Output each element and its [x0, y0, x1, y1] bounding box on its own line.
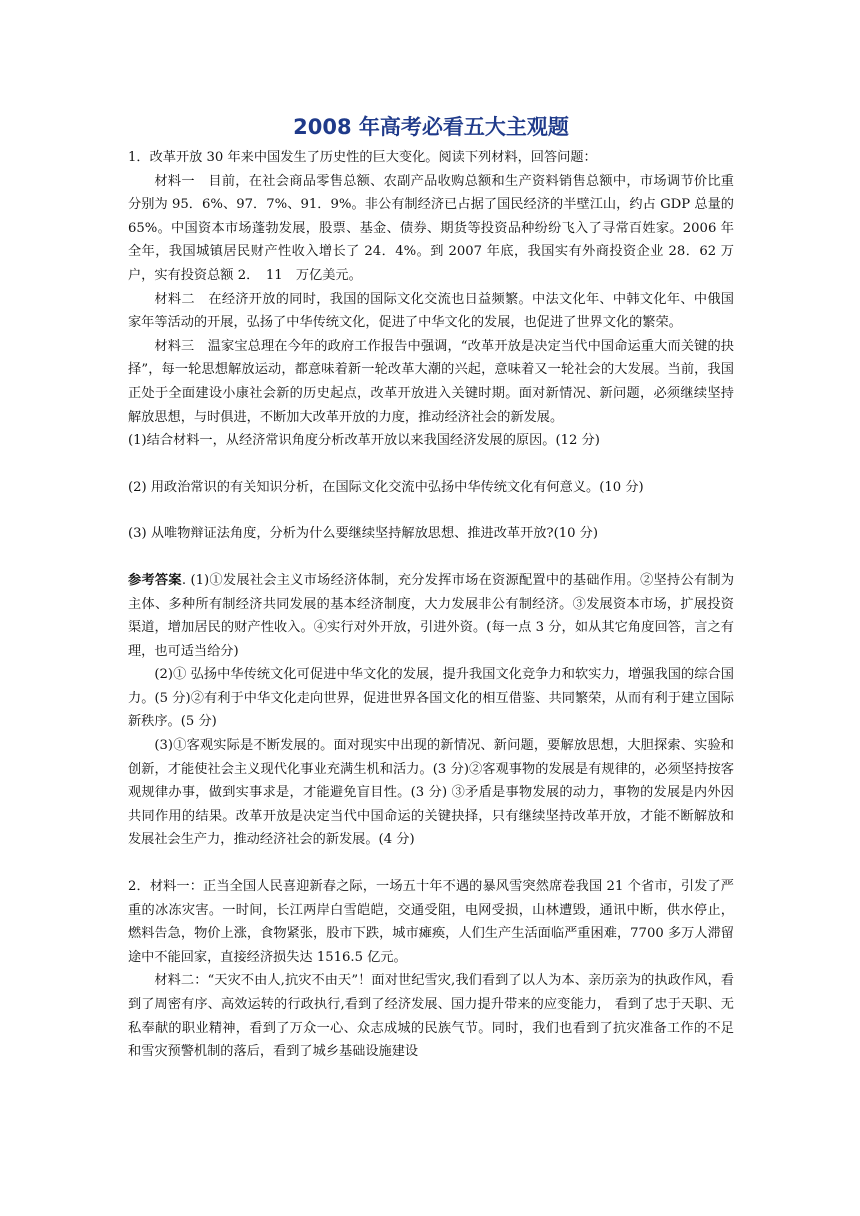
- document-page: [128, 112, 734, 1064]
- q2-material1: 2．材料一：正当全国人民喜迎新春之际，一场五十年不遇的暴风雪突然席卷我国 21 个省市，引发了严重的冰冻灾害。一时间，长江两岸白雪皑皑，交通受阻，电网受损，山林遭毁，通讯中断，供水停止，燃料告急，物价上涨，食物紧张，股市下跌，城市瘫痪，人们生产生活面临严重困难，7700 多万人滞留途中不能回家，直接经济损失达 1516.5 亿元。: [128, 879, 734, 965]
- q1-sub-question-1: (1)结合材料一，从经济常识角度分析改革开放以来我国经济发展的原因。(12 分): [128, 433, 600, 449]
- answer-part-3: (3)①客观实际是不断发展的。面对现实中出现的新情况、新问题，要解放思想，大胆探索、实验和创新，才能使社会主义现代化事业充满生机和活力。(3 分)②客观事物的发展是有规律的，必须坚持按客观规律办事，做到实事求是，才能避免盲目性。(3 分) ③矛盾是事物发展的动力，事物的发展是内外因共同作用的结果。改革开放是决定当代中国命运的关键抉择，只有继续坚持改革开放，才能不断解放和发展社会生产力，推动经济社会的新发展。(4 分): [128, 738, 734, 848]
- answer-1-text: . (1)①发展社会主义市场经济体制，充分发挥市场在资源配置中的基础作用。②坚持公有制为主体、多种所有制经济共同发展的基本经济制度，大力发展非公有制经济。③发展资本市场，扩展投资渠道，增加居民的财产性收入。④实行对外开放，引进外资。(每一点 3 分，如从其它角度回答，言之有理，也可适当给分): [128, 572, 735, 659]
- answer-label: 参考答案: [128, 572, 182, 588]
- spacer: [128, 453, 734, 476]
- answer-part-2: (2)① 弘扬中华传统文化可促进中华文化的发展，提升我国文化竞争力和软实力，增强我国的综合国力。(5 分)②有利于中华文化走向世界，促进世界各国文化的相互借鉴、共同繁荣，从而有利于建立国际新秩序。(5 分): [128, 667, 734, 730]
- q1-sub-question-2: (2) 用政治常识的有关知识分析，在国际文化交流中弘扬中华传统文化有何意义。(10 分): [128, 479, 644, 495]
- q1-material1: 材料一 目前，在社会商品零售总额、农副产品收购总额和生产资料销售总额中，市场调节价比重分别为 95．6%、97．7%、91．9%。非公有制经济已占据了国民经济的半壁江山，约占 GDP 总量的 65%。中国资本市场蓬勃发展，股票、基金、债券、期货等投资品种纷纷飞入了寻常百姓家。2006 年全年，我国城镇居民财产性收入增长了 24．4%。到 2007 年底，我国实有外商投资企业 28．62 万户，实有投资总额 2． 11 万亿美元。: [128, 173, 734, 283]
- spacer: [128, 852, 734, 875]
- spacer: [128, 499, 734, 522]
- q1-intro: 1．改革开放 30 年来中国发生了历史性的巨大变化。阅读下列材料，回答问题：: [128, 150, 597, 165]
- q1-sub-question-3: (3) 从唯物辩证法角度，分析为什么要继续坚持解放思想、推进改革开放?(10 分): [128, 526, 599, 542]
- q2-material2: 材料二：“天灾不由人,抗灾不由天”！面对世纪雪灾,我们看到了以人为本、亲历亲为的执政作风，看到了周密有序、高效运转的行政执行,看到了经济发展、国力提升带来的应变能力， 看到了忠于天职、无私奉献的职业精神，看到了万众一心、众志成城的民族气节。同时，我们也看到了抗灾准备工作的不足和雪灾预警机制的落后，看到了城乡基础设施建设: [128, 973, 734, 1060]
- document-title: 2008 年高考必看五大主观题: [293, 115, 569, 139]
- spacer: [128, 546, 734, 569]
- q1-material2: 材料二 在经济开放的同时，我国的国际文化交流也日益频繁。中法文化年、中韩文化年、中俄国家年等活动的开展，弘扬了中华传统文化，促进了中华文化的发展，也促进了世界文化的繁荣。: [128, 291, 734, 331]
- q1-material3: 材料三 温家宝总理在今年的政府工作报告中强调，“改革开放是决定当代中国命运重大而关键的抉择”，每一轮思想解放运动，都意味着新一轮改革大潮的兴起，意味着又一轮社会的大发展。当前，我国正处于全面建设小康社会新的历史起点，改革开放进入关键时期。面对新情况、新问题，必须继续坚持解放思想，与时俱进，不断加大改革开放的力度，推动经济社会的新发展。: [128, 338, 734, 425]
- answer-part-1: [128, 569, 734, 663]
